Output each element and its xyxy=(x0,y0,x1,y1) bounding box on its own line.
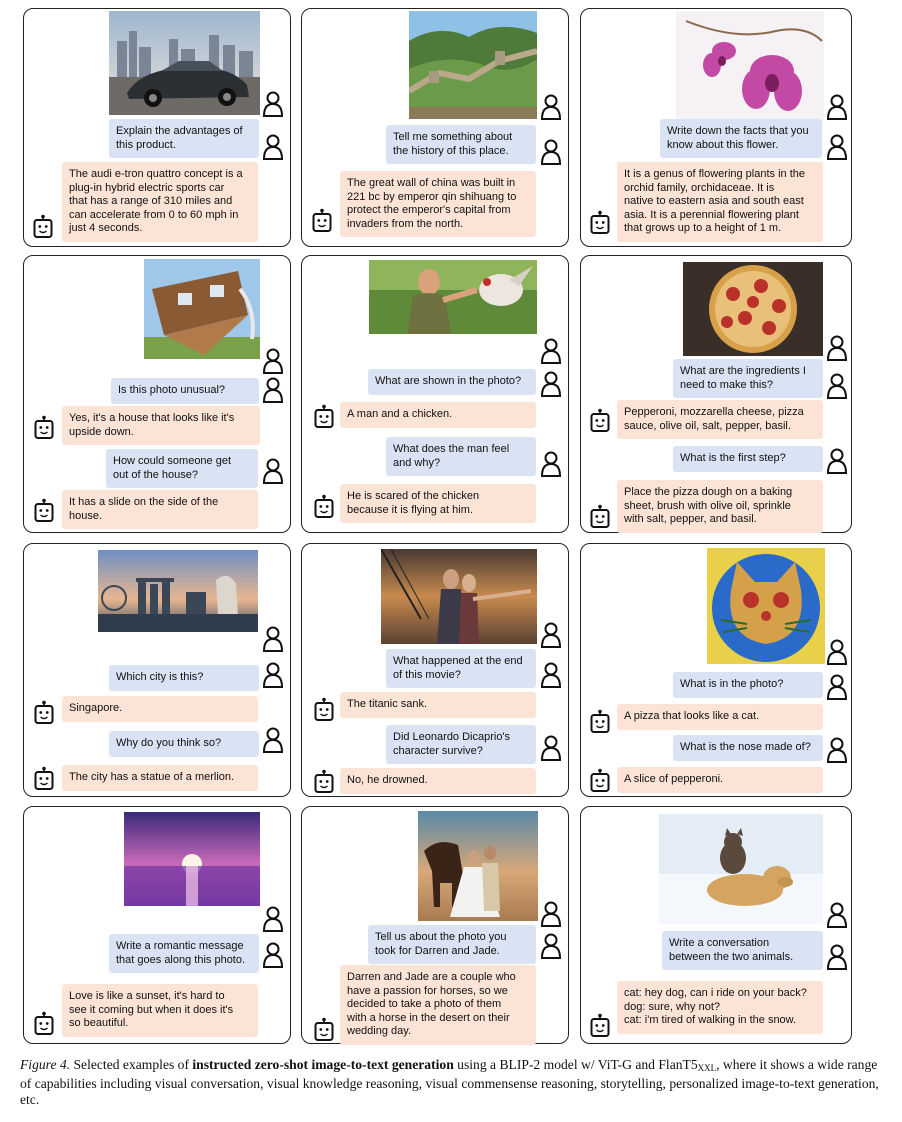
user-message: Write a conversation between the two animals. xyxy=(662,931,823,970)
user-message: What is in the photo? xyxy=(673,672,823,698)
robot-avatar-icon xyxy=(589,709,611,735)
bot-message: He is scared of the chicken because it is flying at him. xyxy=(340,484,536,523)
user-avatar-icon xyxy=(262,91,284,117)
bot-message: The titanic sank. xyxy=(340,692,536,718)
robot-avatar-icon xyxy=(589,1013,611,1039)
panel-10 xyxy=(23,806,291,1044)
robot-avatar-icon xyxy=(32,214,54,240)
robot-avatar-icon xyxy=(589,408,611,434)
photo-sunset xyxy=(124,812,260,906)
caption-bold-text: instructed zero-shot image-to-text generation xyxy=(192,1057,454,1072)
robot-avatar-icon xyxy=(313,697,335,723)
user-avatar-icon xyxy=(262,377,284,403)
bot-message: A slice of pepperoni. xyxy=(617,767,823,793)
user-message: What does the man feel and why? xyxy=(386,437,536,476)
user-avatar-icon xyxy=(826,335,848,361)
photo-pizza xyxy=(683,262,823,356)
panel-3 xyxy=(580,8,852,247)
user-message: What happened at the end of this movie? xyxy=(386,649,536,688)
user-avatar-icon xyxy=(540,662,562,688)
user-avatar-icon xyxy=(262,662,284,688)
panel-9 xyxy=(580,543,852,797)
robot-avatar-icon xyxy=(311,208,333,234)
panel-8 xyxy=(301,543,569,797)
panel-11 xyxy=(301,806,569,1044)
robot-avatar-icon xyxy=(33,700,55,726)
robot-avatar-icon xyxy=(33,1011,55,1037)
bot-message: Place the pizza dough on a baking sheet, brush with olive oil, sprinkle with salt, pepper, and basil. xyxy=(617,480,823,533)
bot-message: Yes, it's a house that looks like it's upside down. xyxy=(62,406,260,445)
panel-2 xyxy=(301,8,569,247)
user-avatar-icon xyxy=(826,737,848,763)
user-avatar-icon xyxy=(540,371,562,397)
user-message: What is the first step? xyxy=(673,446,823,472)
robot-avatar-icon xyxy=(33,498,55,524)
bot-message: cat: hey dog, can i ride on your back? dog: sure, why not? cat: i'm tired of walking in the snow. xyxy=(617,981,823,1034)
photo-upside-down-house xyxy=(144,259,260,359)
photo-ship-bow xyxy=(381,549,537,644)
robot-avatar-icon xyxy=(33,415,55,441)
user-avatar-icon xyxy=(826,674,848,700)
user-avatar-icon xyxy=(540,933,562,959)
user-avatar-icon xyxy=(262,626,284,652)
robot-avatar-icon xyxy=(313,1017,335,1043)
panel-6 xyxy=(580,255,852,533)
user-avatar-icon xyxy=(262,727,284,753)
panel-5 xyxy=(301,255,569,533)
robot-avatar-icon xyxy=(33,766,55,792)
photo-man-chicken xyxy=(369,260,537,334)
photo-cat-pizza xyxy=(707,548,825,664)
figure-caption xyxy=(20,1057,884,1108)
user-message: What are the ingredients I need to make this? xyxy=(673,359,823,398)
user-avatar-icon xyxy=(826,134,848,160)
bot-message: The great wall of china was built in 221 bc by emperor qin shihuang to protect the emperor's capital from invaders from the north. xyxy=(340,171,536,237)
bot-message: Love is like a sunset, it's hard to see it coming but when it does it's so beautiful. xyxy=(62,984,258,1037)
user-avatar-icon xyxy=(826,639,848,665)
user-message: Why do you think so? xyxy=(109,731,259,757)
bot-message: No, he drowned. xyxy=(340,768,536,794)
user-avatar-icon xyxy=(826,448,848,474)
user-avatar-icon xyxy=(826,944,848,970)
user-avatar-icon xyxy=(540,94,562,120)
photo-merlion-city xyxy=(98,550,258,632)
bot-message: Singapore. xyxy=(62,696,258,722)
user-avatar-icon xyxy=(826,373,848,399)
caption-subscript: XXL xyxy=(697,1063,717,1073)
bot-message: Pepperoni, mozzarella cheese, pizza sauce, olive oil, salt, pepper, basil. xyxy=(617,400,823,439)
user-message: What is the nose made of? xyxy=(673,735,823,761)
user-avatar-icon xyxy=(540,901,562,927)
user-avatar-icon xyxy=(262,942,284,968)
user-message: Explain the advantages of this product. xyxy=(109,119,259,158)
robot-avatar-icon xyxy=(589,210,611,236)
bot-message: Darren and Jade are a couple who have a passion for horses, so we decided to take a photo of them with a horse in the desert on their wedding day. xyxy=(340,965,536,1045)
bot-message: It has a slide on the side of the house. xyxy=(62,490,258,529)
panel-7 xyxy=(23,543,291,797)
user-message: Write a romantic message that goes along this photo. xyxy=(109,934,259,973)
user-avatar-icon xyxy=(262,134,284,160)
user-message: Write down the facts that you know about this flower. xyxy=(660,119,822,158)
bot-message: A man and a chicken. xyxy=(340,402,536,428)
photo-orchid xyxy=(676,11,824,121)
caption-text: Selected examples of xyxy=(70,1057,193,1072)
user-avatar-icon xyxy=(540,622,562,648)
photo-cat-dog-snow xyxy=(659,814,823,924)
user-message: Tell us about the photo you took for Darren and Jade. xyxy=(368,925,536,964)
user-message: Is this photo unusual? xyxy=(111,378,259,404)
panel-12 xyxy=(580,806,852,1044)
user-message: Tell me something about the history of this place. xyxy=(386,125,536,164)
user-avatar-icon xyxy=(826,902,848,928)
photo-car xyxy=(109,11,260,115)
caption-text: using a BLIP-2 model w/ ViT-G and FlanT5 xyxy=(453,1057,698,1072)
user-avatar-icon xyxy=(540,139,562,165)
user-message: Which city is this? xyxy=(109,665,259,691)
user-avatar-icon xyxy=(262,348,284,374)
caption-text: , where it shows a wide range of capabilities including visual conversation, visual knowledge reasoning, visual commensense reasoning, storytelling, personalized image-to-text generation, etc. xyxy=(20,1057,879,1107)
robot-avatar-icon xyxy=(589,768,611,794)
user-avatar-icon xyxy=(826,94,848,120)
photo-wedding-horse xyxy=(418,811,538,921)
user-avatar-icon xyxy=(540,735,562,761)
user-avatar-icon xyxy=(262,906,284,932)
robot-avatar-icon xyxy=(589,504,611,530)
robot-avatar-icon xyxy=(313,769,335,795)
user-message: What are shown in the photo? xyxy=(368,369,536,395)
photo-great-wall xyxy=(409,11,537,119)
panel-1 xyxy=(23,8,291,247)
robot-avatar-icon xyxy=(313,404,335,430)
user-message: How could someone get out of the house? xyxy=(106,449,258,488)
user-message: Did Leonardo Dicaprio's character survive? xyxy=(386,725,536,764)
bot-message: It is a genus of flowering plants in the orchid family, orchidaceae. It is native to eastern asia and south east asia. It is a perennial flowering plant that grows up to a height of 1 m. xyxy=(617,162,823,242)
caption-label: Figure 4. xyxy=(20,1057,71,1072)
bot-message: The city has a statue of a merlion. xyxy=(62,765,258,791)
bot-message: The audi e-tron quattro concept is a plug-in hybrid electric sports car that has a range of 310 miles and can accelerate from 0 to 60 mph in just 4 seconds. xyxy=(62,162,258,242)
user-avatar-icon xyxy=(540,338,562,364)
bot-message: A pizza that looks like a cat. xyxy=(617,704,823,730)
user-avatar-icon xyxy=(262,458,284,484)
panel-4 xyxy=(23,255,291,533)
robot-avatar-icon xyxy=(313,494,335,520)
user-avatar-icon xyxy=(540,451,562,477)
